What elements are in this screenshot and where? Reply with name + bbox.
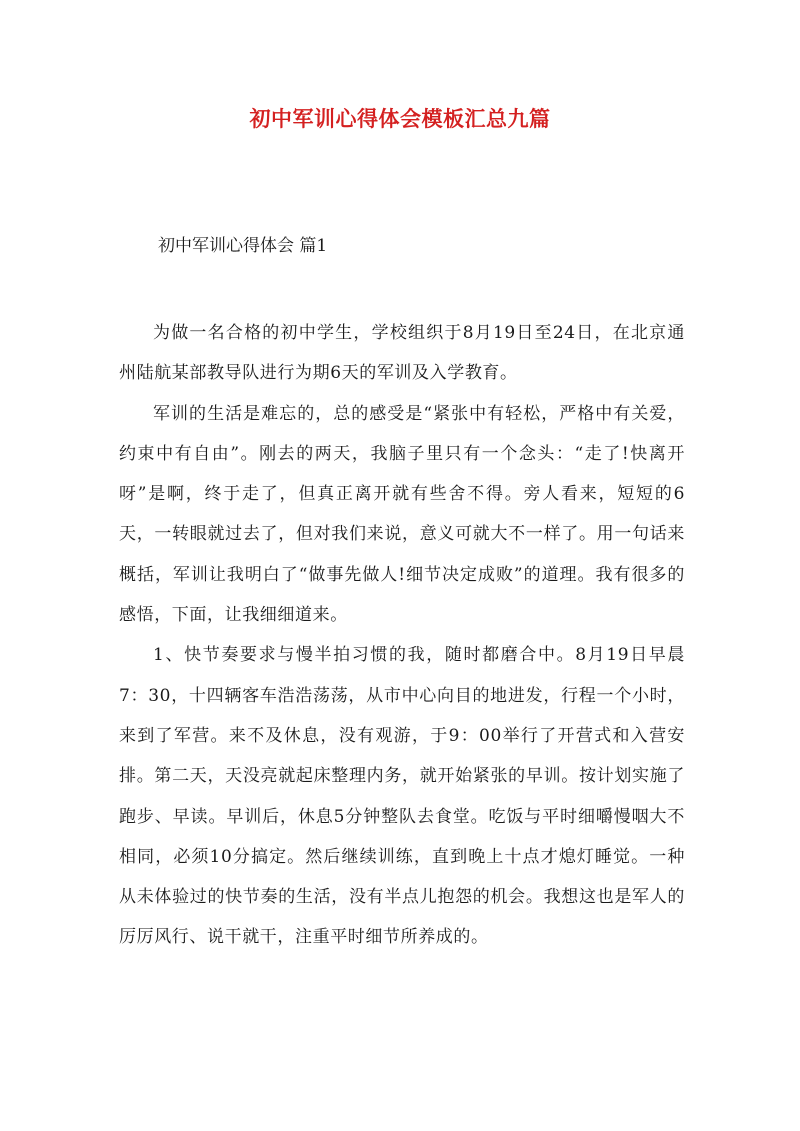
paragraph-1: 为做一名合格的初中学生，学校组织于8月19日至24日，在北京通州陆航某部教导队进行为期6天的军训及入学教育。 [119, 323, 685, 384]
section-heading: 初中军训心得体会 篇1 [158, 236, 328, 256]
paragraph-2: 军训的生活是难忘的，总的感受是“紧张中有轻松，严格中有关爱，约束中有自由”。刚去的两天，我脑子里只有一个念头：“走了!快离开呀”是啊，终于走了，但真正离开就有些舍不得。旁人看来，短短的6天，一转眼就过去了，但对我们来说，意义可就大不一样了。用一句话来概括，军训让我明白了“做事先做人!细节决定成败”的道理。我有很多的感悟，下面，让我细细道来。 [119, 403, 685, 626]
document-body [119, 313, 685, 958]
paragraph-3: 1、快节奏要求与慢半拍习惯的我，随时都磨合中。8月19日早晨7：30，十四辆客车浩浩荡荡，从市中心向目的地进发，行程一个小时，来到了军营。来不及休息，没有观游，于9：00举行了开营式和入营安排。第二天，天没亮就起床整理内务，就开始紧张的早训。按计划实施了跑步、早读。早训后，休息5分钟整队去食堂。吃饭与平时细嚼慢咽大不相同，必须10分搞定。然后继续训练，直到晚上十点才熄灯睡觉。一种从未体验过的快节奏的生活，没有半点儿抱怨的机会。我想这也是军人的厉厉风行、说干就干，注重平时细节所养成的。 [119, 645, 685, 948]
document-title: 初中军训心得体会模板汇总九篇 [249, 106, 551, 131]
